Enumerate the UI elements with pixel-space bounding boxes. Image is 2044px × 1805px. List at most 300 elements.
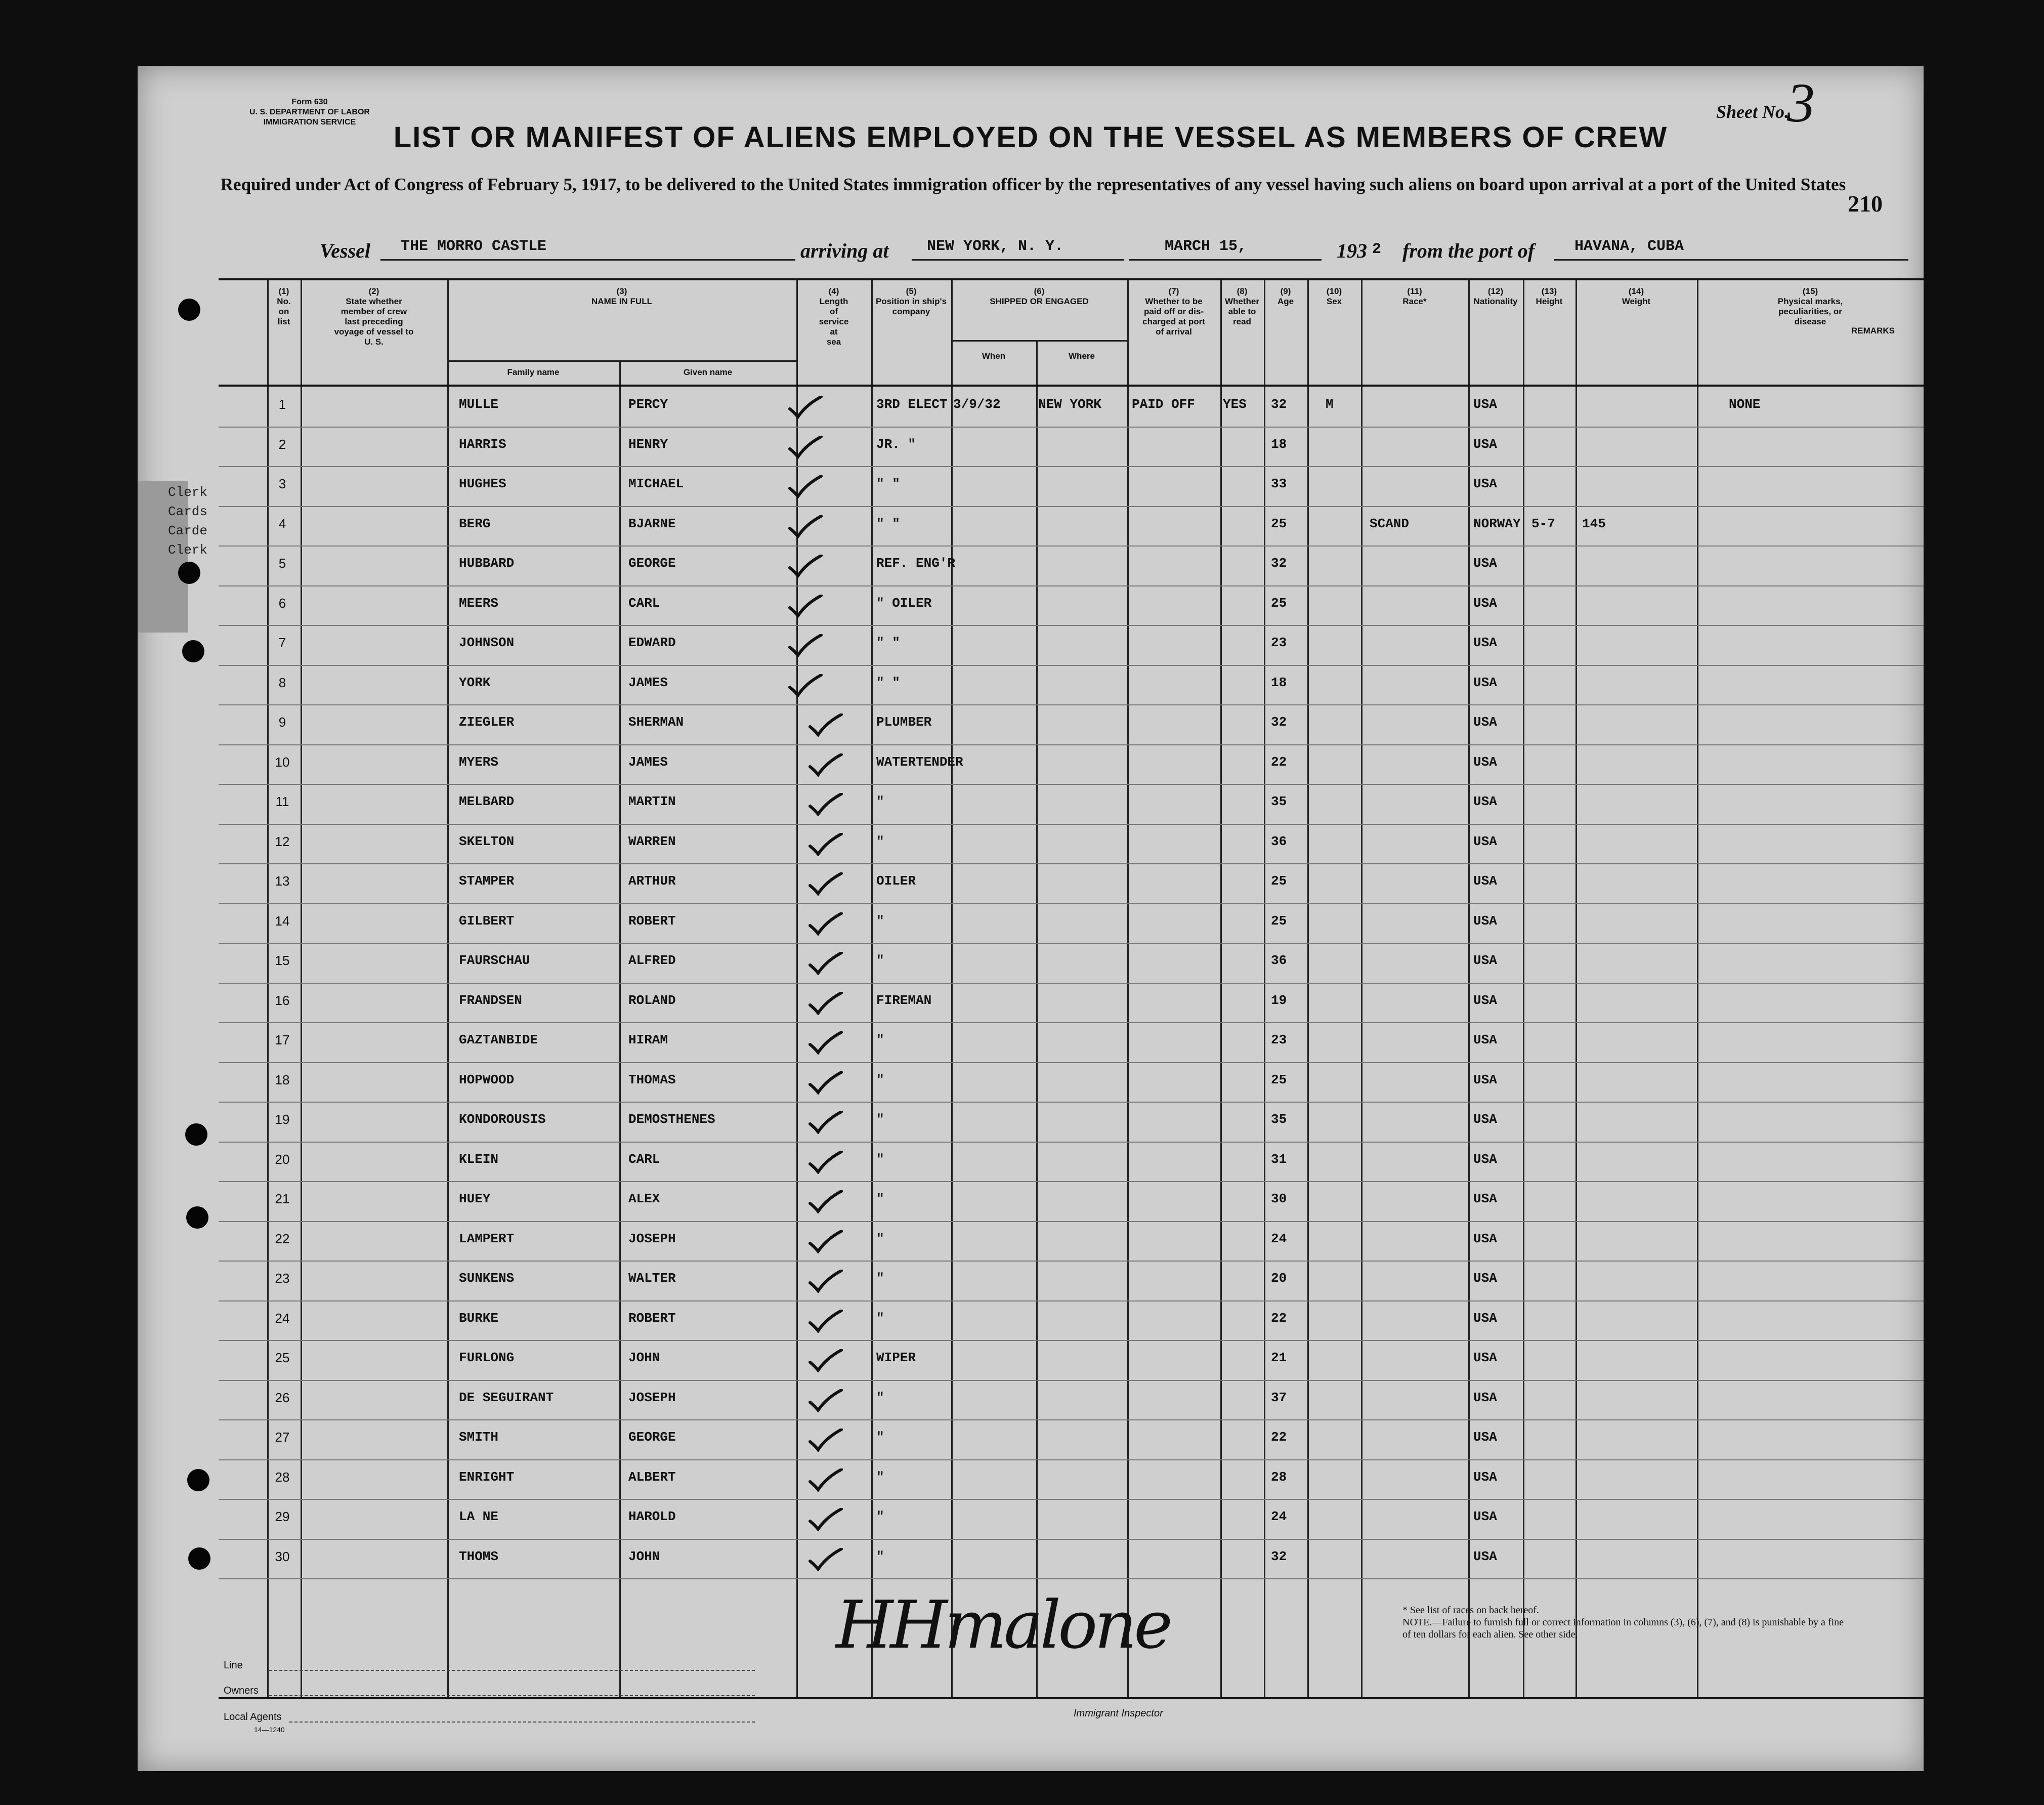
cell-age: 22: [1271, 1310, 1287, 1326]
check-mark-icon: [808, 1508, 843, 1531]
header-age: (9) Age: [1277, 286, 1294, 306]
crew-table: [219, 278, 1924, 1699]
cell-given: GEORGE: [628, 556, 676, 571]
cell-no: 23: [275, 1271, 290, 1286]
cell-given: EDWARD: [628, 635, 676, 650]
check-mark-icon: [808, 1071, 843, 1095]
cell-no: 1: [278, 397, 286, 412]
cell-sex: M: [1326, 397, 1334, 412]
row-divider: [219, 1142, 1924, 1143]
agents-field: [289, 1722, 755, 1723]
cell-position: WIPER: [876, 1350, 916, 1365]
cell-age: 19: [1271, 992, 1287, 1008]
inspector-signature: HHmalone: [836, 1586, 1170, 1663]
row-divider: [219, 1022, 1924, 1023]
column-divider: [1036, 340, 1038, 1697]
cell-given: ALBERT: [628, 1469, 676, 1485]
row-divider: [219, 506, 1924, 507]
header-no: (1) No. on list: [277, 286, 291, 326]
cell-nationality: USA: [1473, 1430, 1497, 1445]
bleed-text: Cards: [168, 504, 208, 519]
cell-nationality: USA: [1473, 1151, 1497, 1167]
cell-family: MYERS: [459, 754, 499, 770]
cell-given: SHERMAN: [628, 715, 684, 730]
column-divider: [1468, 280, 1470, 1697]
cell-no: 6: [278, 595, 286, 611]
cell-given: ROBERT: [628, 913, 676, 929]
bleed-text: Carde: [168, 523, 208, 538]
header-last-voyage: (2) State whether member of crew last preceding voyage of vessel to U. S.: [334, 286, 414, 347]
cell-age: 33: [1271, 476, 1287, 491]
row-divider: [219, 1340, 1924, 1341]
cell-age: 21: [1271, 1350, 1287, 1365]
cell-no: 21: [275, 1191, 290, 1206]
check-mark-icon: [788, 396, 823, 419]
cell-position: ": [876, 1548, 884, 1564]
cell-age: 18: [1271, 436, 1287, 452]
cell-given: HIRAM: [628, 1032, 668, 1047]
check-mark-icon: [808, 1151, 843, 1174]
cell-given: ALEX: [628, 1191, 660, 1206]
cell-given: MICHAEL: [628, 476, 684, 491]
cell-age: 32: [1271, 1548, 1287, 1564]
cell-age: 35: [1271, 1112, 1287, 1127]
cell-family: HOPWOOD: [459, 1072, 515, 1087]
row-divider: [219, 466, 1924, 467]
column-divider: [1127, 280, 1129, 1697]
column-divider: [1575, 280, 1577, 1697]
row-divider: [219, 1380, 1924, 1381]
cell-no: 12: [275, 833, 290, 849]
cell-family: MULLE: [459, 397, 499, 412]
cell-nationality: USA: [1473, 556, 1497, 571]
cell-family: YORK: [459, 675, 491, 690]
cell-nationality: USA: [1473, 1509, 1497, 1524]
column-divider: [951, 280, 953, 1697]
header-paid-off: (7) Whether to be paid off or dis- charged at port of arrival: [1142, 286, 1205, 337]
cell-age: 24: [1271, 1231, 1287, 1246]
from-port: HAVANA, CUBA: [1574, 238, 1684, 255]
column-divider: [1307, 280, 1309, 1697]
cell-nationality: USA: [1473, 436, 1497, 452]
line-field: [269, 1670, 755, 1671]
cell-family: SMITH: [459, 1430, 499, 1445]
cell-family: THOMS: [459, 1548, 499, 1564]
cell-family: STAMPER: [459, 873, 515, 889]
row-divider: [219, 824, 1924, 825]
cell-no: 11: [275, 794, 289, 809]
cell-age: 30: [1271, 1191, 1287, 1206]
cell-nationality: USA: [1473, 1350, 1497, 1365]
cell-given: PERCY: [628, 397, 668, 412]
cell-age: 35: [1271, 794, 1287, 809]
cell-no: 8: [278, 675, 286, 690]
check-mark-icon: [788, 595, 823, 618]
cell-nationality: USA: [1473, 1271, 1497, 1286]
check-mark-icon: [808, 793, 843, 816]
cell-nationality: USA: [1473, 1310, 1497, 1326]
check-mark-icon: [808, 1190, 843, 1213]
vessel-name: THE MORRO CASTLE: [401, 238, 547, 255]
row-divider: [219, 1539, 1924, 1540]
cell-position: ": [876, 1271, 884, 1286]
cell-position: ": [876, 1191, 884, 1206]
cell-given: JAMES: [628, 675, 668, 690]
cell-given: THOMAS: [628, 1072, 676, 1087]
arrival-date: MARCH 15,: [1165, 238, 1247, 255]
penalty-note: NOTE.—Failure to furnish full or correct information in columns (3), (6), (7), and (8) is punishable by a fine of ten dollars for each alien. See other side.: [1402, 1617, 1844, 1640]
check-mark-icon: [808, 1031, 843, 1055]
cell-nationality: USA: [1473, 595, 1497, 611]
cell-paid: PAID OFF: [1132, 397, 1195, 412]
header-race: (11) Race*: [1402, 286, 1427, 306]
cell-nationality: USA: [1473, 794, 1497, 809]
check-mark-icon: [788, 475, 823, 498]
check-mark-icon: [808, 1111, 843, 1134]
cell-age: 20: [1271, 1271, 1287, 1286]
header-service: (4) Length of service at sea: [819, 286, 849, 347]
cell-nationality: USA: [1473, 833, 1497, 849]
corner-number: 210: [1848, 191, 1883, 217]
check-mark-icon: [788, 436, 823, 459]
cell-no: 2: [278, 436, 286, 452]
cell-position: 3RD ELECT: [876, 397, 948, 412]
cell-nationality: NORWAY: [1473, 516, 1521, 531]
check-mark-icon: [808, 1270, 843, 1293]
row-divider: [219, 1062, 1924, 1063]
check-mark-icon: [788, 634, 823, 657]
row-divider: [219, 983, 1924, 984]
row-divider: [219, 1499, 1924, 1500]
row-divider: [219, 1459, 1924, 1460]
arriving-label: arriving at: [800, 239, 889, 262]
row-divider: [219, 943, 1924, 944]
cell-read: YES: [1223, 397, 1247, 412]
cell-age: 32: [1271, 556, 1287, 571]
cell-no: 24: [275, 1310, 290, 1326]
cell-when: 3/9/32: [953, 397, 1001, 412]
cell-age: 23: [1271, 635, 1287, 650]
cell-no: 17: [275, 1032, 290, 1047]
punch-hole: [185, 1123, 207, 1146]
manifest-sheet: [138, 66, 1924, 1771]
header-position: (5) Position in ship's company: [875, 286, 947, 316]
cell-position: " ": [876, 476, 900, 491]
cell-position: ": [876, 794, 884, 809]
punch-hole: [182, 640, 204, 662]
cell-position: " ": [876, 516, 900, 531]
header-physical-marks: (15) Physical marks, peculiarities, or disease: [1777, 286, 1843, 326]
cell-position: ": [876, 1430, 884, 1445]
cell-position: ": [876, 1310, 884, 1326]
row-divider: [219, 903, 1924, 904]
cell-no: 10: [275, 754, 290, 770]
row-divider: [219, 545, 1924, 547]
cell-no: 22: [275, 1231, 290, 1246]
sheet-number: 3: [1787, 72, 1815, 134]
cell-position: ": [876, 913, 884, 929]
cell-position: " OILER: [876, 595, 932, 611]
header-weight: (14) Weight: [1622, 286, 1651, 306]
cell-age: 25: [1271, 913, 1287, 929]
cell-family: GILBERT: [459, 913, 515, 929]
check-mark-icon: [808, 753, 843, 777]
cell-age: 31: [1271, 1151, 1287, 1167]
cell-no: 7: [278, 635, 286, 650]
cell-family: FURLONG: [459, 1350, 515, 1365]
cell-family: SUNKENS: [459, 1271, 515, 1286]
cell-age: 25: [1271, 1072, 1287, 1087]
check-mark-icon: [808, 1310, 843, 1333]
cell-age: 28: [1271, 1469, 1287, 1485]
row-divider: [219, 1102, 1924, 1103]
header-read: (8) Whether able to read: [1225, 286, 1259, 326]
punch-hole: [178, 562, 200, 584]
cell-given: CARL: [628, 1151, 660, 1167]
cell-position: ": [876, 1112, 884, 1127]
cell-nationality: USA: [1473, 1548, 1497, 1564]
check-mark-icon: [788, 674, 823, 697]
cell-no: 5: [278, 556, 286, 571]
header-where: Where: [1069, 351, 1095, 361]
cell-position: " ": [876, 675, 900, 690]
check-mark-icon: [808, 1429, 843, 1452]
cell-position: PLUMBER: [876, 715, 932, 730]
cell-nationality: USA: [1473, 1032, 1497, 1047]
page-title: LIST OR MANIFEST OF ALIENS EMPLOYED ON THE VESSEL AS MEMBERS OF CREW: [393, 121, 1668, 154]
cell-no: 9: [278, 715, 286, 730]
date-underline: [1129, 259, 1322, 261]
cell-age: 37: [1271, 1390, 1287, 1405]
cell-position: ": [876, 953, 884, 968]
header-sex: (10) Sex: [1326, 286, 1342, 306]
cell-nationality: USA: [1473, 1191, 1497, 1206]
vessel-underline: [380, 259, 795, 261]
check-mark-icon: [808, 872, 843, 896]
cell-position: ": [876, 1469, 884, 1485]
column-divider: [619, 360, 621, 1697]
cell-family: HUEY: [459, 1191, 491, 1206]
arrival-port: NEW YORK, N. Y.: [927, 238, 1064, 255]
header-given-name: Given name: [683, 367, 733, 377]
cell-family: LAMPERT: [459, 1231, 515, 1246]
cell-age: 32: [1271, 715, 1287, 730]
cell-family: HARRIS: [459, 436, 506, 452]
check-mark-icon: [808, 1349, 843, 1372]
header-height: (13) Height: [1536, 286, 1563, 306]
row-divider: [219, 744, 1924, 745]
cell-given: HENRY: [628, 436, 668, 452]
bleed-text: Clerk: [168, 542, 208, 558]
cell-position: ": [876, 1032, 884, 1047]
adjacent-page-bleed: [138, 481, 208, 633]
year-prefix: 193: [1337, 239, 1367, 262]
races-note: * See list of races on back hereof.: [1402, 1605, 1539, 1616]
subheader-line: [447, 360, 796, 362]
cell-given: ARTHUR: [628, 873, 676, 889]
row-divider: [219, 625, 1924, 626]
port-underline: [912, 259, 1124, 261]
cell-given: JOSEPH: [628, 1390, 676, 1405]
check-mark-icon: [788, 515, 823, 538]
agents-label: Local Agents: [224, 1711, 282, 1723]
cell-given: ROLAND: [628, 992, 676, 1008]
cell-nationality: USA: [1473, 913, 1497, 929]
footer-note: [1402, 1604, 1848, 1641]
cell-given: MARTIN: [628, 794, 676, 809]
cell-race: SCAND: [1370, 516, 1410, 531]
cell-family: KONDOROUSIS: [459, 1112, 546, 1127]
cell-no: 28: [275, 1469, 290, 1485]
cell-position: " ": [876, 635, 900, 650]
signature-caption: Immigrant Inspector: [1074, 1708, 1163, 1719]
year-suffix: 2: [1372, 241, 1382, 258]
line-label: Line: [224, 1660, 243, 1671]
form-code: 14—1240: [254, 1726, 285, 1734]
from-port-label: from the port of: [1402, 239, 1535, 262]
cell-position: ": [876, 1231, 884, 1246]
cell-family: MEERS: [459, 595, 499, 611]
cell-nationality: USA: [1473, 1231, 1497, 1246]
cell-given: JOHN: [628, 1548, 660, 1564]
cell-given: WARREN: [628, 833, 676, 849]
check-mark-icon: [808, 992, 843, 1015]
cell-age: 32: [1271, 397, 1287, 412]
owners-label: Owners: [224, 1685, 259, 1696]
cell-given: ALFRED: [628, 953, 676, 968]
cell-no: 25: [275, 1350, 290, 1365]
column-divider: [1220, 280, 1222, 1697]
cell-no: 27: [275, 1430, 290, 1445]
column-divider: [1361, 280, 1362, 1697]
department-name: U. S. DEPARTMENT OF LABOR: [249, 108, 370, 116]
cell-given: BJARNE: [628, 516, 676, 531]
cell-family: ZIEGLER: [459, 715, 515, 730]
column-divider: [871, 280, 873, 1697]
cell-nationality: USA: [1473, 675, 1497, 690]
cell-position: ": [876, 833, 884, 849]
cell-age: 22: [1271, 1430, 1287, 1445]
cell-where: NEW YORK: [1038, 397, 1101, 412]
cell-nationality: USA: [1473, 953, 1497, 968]
punch-hole: [186, 1206, 208, 1229]
check-mark-icon: [808, 713, 843, 737]
vessel-label: Vessel: [320, 239, 370, 262]
punch-hole: [188, 1547, 210, 1570]
cell-family: HUBBARD: [459, 556, 515, 571]
cell-family: SKELTON: [459, 833, 515, 849]
cell-nationality: USA: [1473, 715, 1497, 730]
cell-position: FIREMAN: [876, 992, 932, 1008]
cell-no: 3: [278, 476, 286, 491]
cell-no: 29: [275, 1509, 290, 1524]
cell-no: 18: [275, 1072, 290, 1087]
check-mark-icon: [788, 555, 823, 578]
row-divider: [219, 704, 1924, 705]
cell-family: ENRIGHT: [459, 1469, 515, 1485]
cell-family: HUGHES: [459, 476, 506, 491]
cell-position: ": [876, 1072, 884, 1087]
row-divider: [219, 1221, 1924, 1222]
cell-age: 36: [1271, 833, 1287, 849]
row-divider: [219, 1419, 1924, 1420]
cell-family: KLEIN: [459, 1151, 499, 1167]
header-shipped: (6) SHIPPED OR ENGAGED: [990, 286, 1089, 306]
cell-no: 16: [275, 992, 290, 1008]
cell-age: 25: [1271, 595, 1287, 611]
cell-no: 19: [275, 1112, 290, 1127]
cell-nationality: USA: [1473, 1390, 1497, 1405]
cell-family: FAURSCHAU: [459, 953, 530, 968]
check-mark-icon: [808, 1548, 843, 1571]
cell-position: REF. ENG'R: [876, 556, 956, 571]
row-divider: [219, 1300, 1924, 1302]
cell-no: 15: [275, 953, 290, 968]
cell-nationality: USA: [1473, 1469, 1497, 1485]
page-subtitle: Required under Act of Congress of February 5, 1917, to be delivered to the United States immigration officer by the representatives of any vessel having such aliens on board upon arrival at a port of the United States: [220, 175, 1846, 194]
check-mark-icon: [808, 833, 843, 856]
cell-age: 25: [1271, 873, 1287, 889]
cell-given: JOSEPH: [628, 1231, 676, 1246]
cell-age: 22: [1271, 754, 1287, 770]
cell-position: JR. ": [876, 436, 916, 452]
cell-position: ": [876, 1151, 884, 1167]
cell-nationality: USA: [1473, 873, 1497, 889]
bleed-text: Clerk: [168, 485, 208, 500]
service-name: IMMIGRATION SERVICE: [263, 118, 356, 127]
cell-position: OILER: [876, 873, 916, 889]
cell-no: 20: [275, 1151, 290, 1167]
header-when: When: [982, 351, 1006, 361]
cell-given: JAMES: [628, 754, 668, 770]
header-bottom-line: [219, 385, 1924, 387]
cell-age: 18: [1271, 675, 1287, 690]
cell-given: WALTER: [628, 1271, 676, 1286]
cell-given: ROBERT: [628, 1310, 676, 1326]
cell-nationality: USA: [1473, 476, 1497, 491]
check-mark-icon: [808, 912, 843, 936]
cell-position: ": [876, 1509, 884, 1524]
punch-hole: [187, 1469, 209, 1491]
owners-field: [269, 1695, 755, 1696]
cell-family: LA NE: [459, 1509, 499, 1524]
row-divider: [219, 784, 1924, 785]
column-divider: [1523, 280, 1524, 1697]
cell-age: 24: [1271, 1509, 1287, 1524]
form-number: Form 630: [291, 98, 328, 106]
header-nationality: (12) Nationality: [1473, 286, 1518, 306]
column-divider: [1264, 280, 1265, 1697]
cell-family: GAZTANBIDE: [459, 1032, 538, 1047]
cell-height: 5-7: [1531, 516, 1555, 531]
cell-age: 23: [1271, 1032, 1287, 1047]
check-mark-icon: [808, 1468, 843, 1492]
column-divider: [1697, 280, 1698, 1697]
cell-weight: 145: [1582, 516, 1606, 531]
row-divider: [219, 1261, 1924, 1262]
row-divider: [219, 427, 1924, 428]
row-divider: [219, 665, 1924, 666]
row-divider: [219, 585, 1924, 586]
cell-given: HAROLD: [628, 1509, 676, 1524]
cell-given: CARL: [628, 595, 660, 611]
column-divider: [447, 280, 449, 1697]
cell-nationality: USA: [1473, 397, 1497, 412]
cell-family: MELBARD: [459, 794, 515, 809]
row-divider: [219, 1181, 1924, 1182]
from-port-underline: [1554, 259, 1908, 261]
cell-family: JOHNSON: [459, 635, 515, 650]
